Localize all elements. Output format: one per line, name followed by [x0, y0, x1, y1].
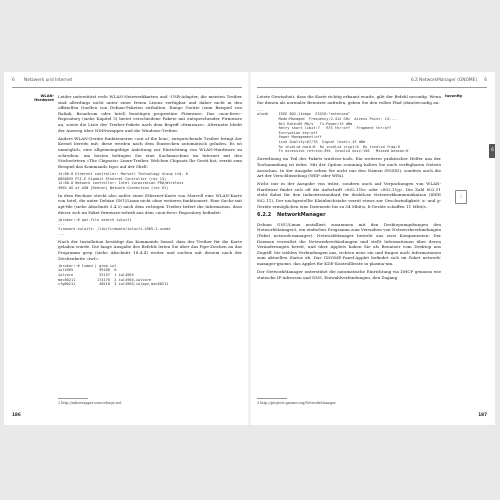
running-header-left [12, 78, 242, 86]
running-header-right [257, 78, 487, 86]
section-title-header: 6.2 NetworkManager (GNOME) [410, 78, 477, 83]
code-block: jbroker:~# apt-file search iwlwifi ... firmware-iwlwifi: /lib/firmware/iwlwifi-4965-2.ucode ... [58, 217, 171, 236]
code-block: jbroker:~# lsmod | grep iwl iwl4965 99160 0 iwlcore 53157 1 iwl4965 mac80211 174170 2 iwl4965,iwlcore cfg80211 40518 3 iwl4965,iwlagn,mac80211 [58, 263, 169, 287]
paragraph: Der NetworkManager unterstützt die automatische Einrichtung via DHCP genauso wie statische IP-Adressen und DNS. Einwahlverbindungen, den Zugang [257, 269, 441, 280]
chapter-thumb-tab: 6 [489, 144, 495, 158]
paragraph: Leider unterstützt viele WLAN-Netzwerkkarten und -USB-Adapter, die meisten Treiber sind allerdings nicht unter einer freien Lizenz verfügbar und daher nicht in den offiziellen Quellen von Debian-Paketen enthalten. Einige Geräte (zum Beispiel von Ralink, Broadcom oder Intel) benötigen proprietäre Firmware. Das »non-free«-Repository (siehe Kapitel 5) bietet verschiedene Pakete mit entsprechender Firmware an, sowie die Liste der Treiber-Pakete nach dem Begriff »firmware«. Alternativ bleibt der Ausweg über NDISwrapper und die Windows-Treiber. [58, 94, 242, 133]
page-number: 187 [478, 412, 487, 417]
margin-label-line: Hardware [34, 98, 54, 103]
chapter-title: Netzwerk und Internet [24, 78, 73, 83]
paragraph: Nach der Installation bestätigt das Kommando lsmod, dass der Treiber für die Karte geladen wurde. Die lange Ausgabe des Befehls leiten Sie über das Pipe-Zeichen an das Programm grep (siehe Abschnitt 18.4.4) weiter und suchen mit diesem nach der Zeichenkette »iwl«: [58, 238, 242, 261]
paragraph: Zuverlässig im Teil des Pakets wireless-tools. Ein weiterer praktischer Helfer aus der Toolsammlung ist iwlist. Mit der Option scanning halten Sie nach verfügbaren Netzen Ausschau. In der Ausgabe sehen Sie nicht nur den Namen (ESSID), sondern auch die Art der Verschlüsselung (WEP oder WPA). [257, 156, 441, 179]
right-page [251, 72, 495, 425]
paragraph: Nicht nur in der Ausgabe von iwlist, sondern auch auf Verpackungen von WLAN-Hardware findet sich oft die Aufschrift »802.11b« oder »802.11g«. Die Zahl 802.11 steht dabei für den Industriestandard für drahtlose Netzwerkkommunikation (IEEE 802.11). Der nachgestellte Kleinbuchstabe verrät etwas zur Geschwindigkeit: a- und g-Geräte ermöglichen eine Datenrate bis zu 54 Mbit/s, b-Geräte schaffen 11 Mbit/s. [257, 181, 441, 209]
section-heading [257, 213, 441, 219]
section-heading-title: NetworkManager [277, 212, 326, 219]
margin-label-iwconfig: iwconfig [445, 94, 462, 98]
paragraph: Letzte Gewissheit, dass die Karte richtig erkannt wurde, gibt der Befehl iwconfig. Wenn Sie diesen als normaler Benutzer aufrufen, geben Sie den vollen Pfad /sbin/iwconfig an: [257, 94, 441, 105]
footnote-rule [257, 398, 287, 399]
chapter-number: 6 [484, 78, 487, 83]
footnote: 3 http://projects.gnome.org/NetworkManager [257, 401, 336, 405]
right-body-text [257, 94, 441, 283]
book-spread [4, 72, 495, 425]
left-page [4, 72, 248, 425]
code-block: ... wlan0 IEEE 802.11abgn ESSID:"extenzed" Mode:Managed Frequency:2.412 GHz Access Point: 24:... Bit Rate=65 Mb/s Tx-Power=15 dBm Retry short limit:7 RTS thr:off Fragment thr:off Encryption key:off Power Management:off Link Quality=67/70 Signal level=-43 dBm Rx invalid nwid:0 Rx invalid crypt:0 Rx invalid frag:0 Tx excessive retries:394 Invalid misc:156 Missed beacon:0 [257, 107, 409, 154]
header-rule [12, 87, 242, 88]
paragraph: In dem Rechner steckt also außer einer Ethernet-Karte von Marvell eine WLAN-Karte von Intel, die unter Debian GNU/Linux nicht ohne weiteres funktioniert. Eine Suche mit apt-file (siehe Abschnitt 5.4.2) nach dem richtigen Treiber liefert die Information, dass dieser sich im Paket firmware-iwlwifi aus dem »non-free«-Repository befindet: [58, 192, 242, 215]
code-block: 14:00.0 Ethernet controller: Marvell Technology Group Ltd. 8 88E8055 PCI-E Gigabit Ethernet Controller (rev 14) 14:00.0 Network controller: Intel Corporation PRO/Wireless 4965 AG or AGN [Kedron] Network Connection (rev 61) [58, 171, 188, 190]
margin-label-line: WLAN- [40, 94, 54, 98]
header-rule [257, 87, 487, 88]
left-body-text [58, 94, 242, 289]
paragraph: Debian GNU/Linux installiert zusammen mit den Desktopumgebungen den NetworkManager3, ein einfaches Programm zum Verwalten von Netzwerkverbindungen (Paket network-manager). NetworkManager besteht aus zwei Komponenten: Der Daemon verwaltet die Netzwerkverbindungen und stellt Informationen über deren Veränderungen bereit, und über Applets haben Sie als Benutzer vom Desktop aus Zugriff. Sie wählen Verbindungen aus, richten neue ein und fragen auch Informationen zum aktuellen Status ab. Das GNOME-Panel-Applet befindet sich im Paket network-manager-gnome, das Applet für KDE-Kontrollleiste in plasma-nm. [257, 221, 441, 266]
page-number: 186 [12, 412, 21, 417]
chapter-number: 6 [12, 78, 15, 83]
footnote-rule [58, 398, 88, 399]
paragraph: Anders WLAN-Geräte funktionieren »out of the box«, entsprechende Treiber bringt der Kernel bereits mit; diese werden nach dem Einstecken automatisch geladen. Es ist unmöglich, eine allgemeingültige Anleitung zur Einrichtung von WLAN-Hardware zu schreiben, am besten befragen Sie eine Suchmaschine im Internet mit den Stichwörtern »The Chipsatz« Linux-Treiber. Welchen Chipsatz Ihr Gerät hat, verrät zum Beispiel das Kommando lspci auf der Shell: [58, 135, 242, 169]
section-number: 6.2.2 [257, 212, 272, 219]
info-icon: i [455, 190, 467, 204]
margin-label [12, 94, 54, 103]
footnote: 2 http://ndiswrapper.sourceforge.net [58, 401, 122, 405]
